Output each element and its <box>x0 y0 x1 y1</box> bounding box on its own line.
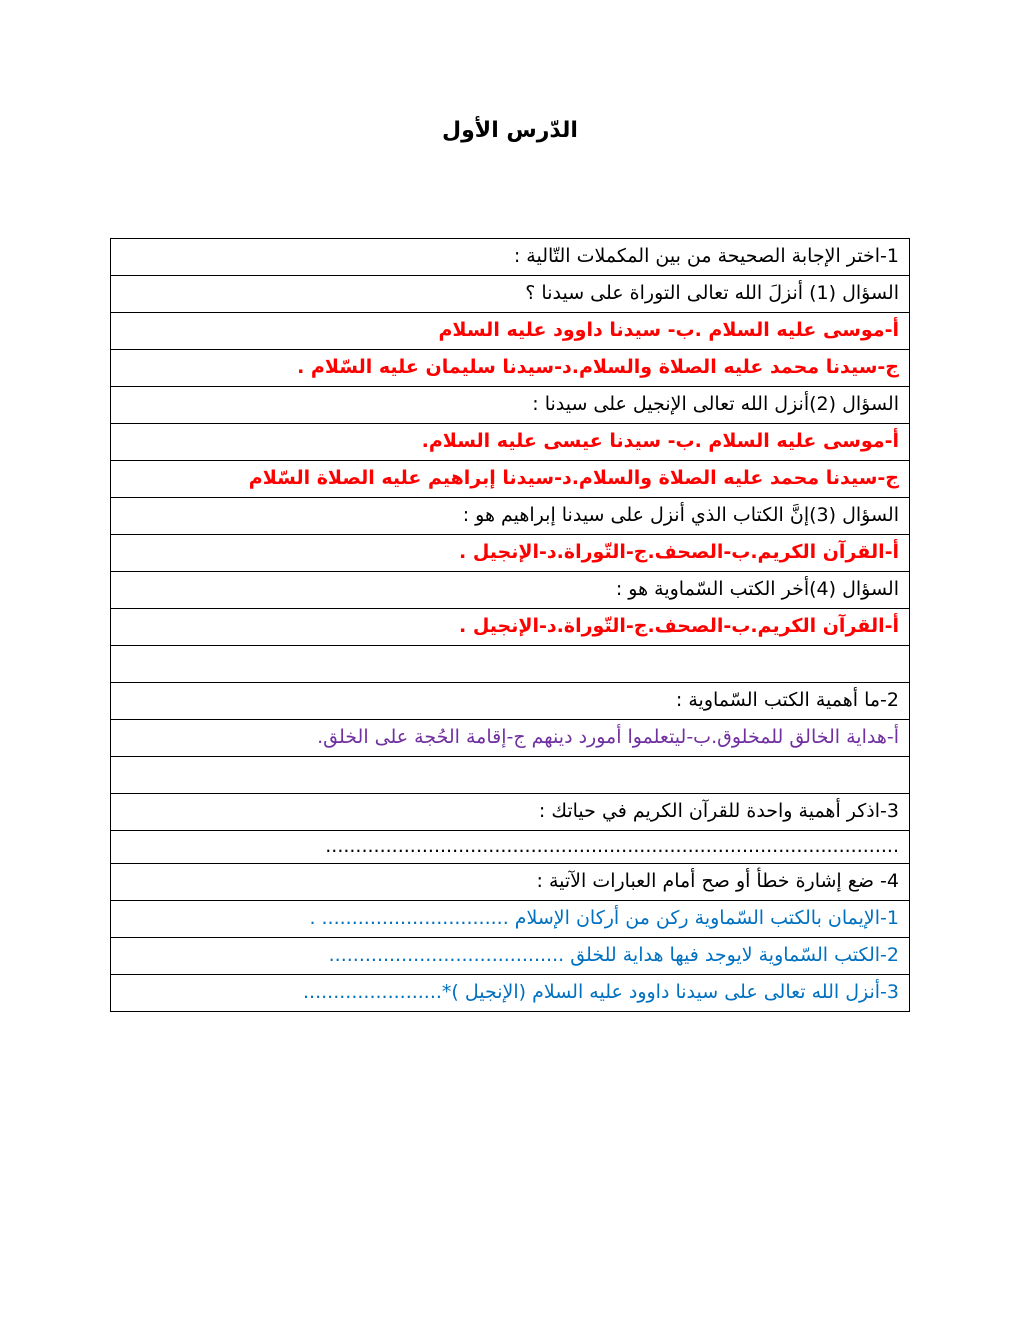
table-row <box>111 864 910 901</box>
statement-item: 1-الإيمان بالكتب السّماوية ركن من أركان الإسلام ............................... . <box>111 901 910 938</box>
question-text: السؤال (3)إنَّ الكتاب الذي أنزل على سيدنا إبراهيم هو : <box>111 498 910 535</box>
table-row <box>111 461 910 498</box>
blank-cell <box>111 757 910 794</box>
table-row <box>111 498 910 535</box>
answer-options: أ-موسى عليه السلام .ب- سيدنا داوود عليه السلام <box>111 313 910 350</box>
question-text: السؤال (1) أنزلَ الله تعالى التوراة على سيدنا ؟ <box>111 276 910 313</box>
section-heading: 4- ضع إشارة خطأ أو صح أمام العبارات الآتية : <box>111 864 910 901</box>
table-row <box>111 975 910 1012</box>
statement-item: 2-الكتب السّماوية لايوجد فيها هداية للخلق ....................................... <box>111 938 910 975</box>
table-row <box>111 387 910 424</box>
answer-blank-line: ............................................................................................... <box>111 831 910 864</box>
table-row <box>111 424 910 461</box>
answer-options: أ-القرآن الكريم.ب-الصحف.ج-التّوراة.د-الإنجيل . <box>111 609 910 646</box>
page-title: الدّرس الأول <box>442 118 578 143</box>
table-row <box>111 609 910 646</box>
section-heading: 2-ما أهمية الكتب السّماوية : <box>111 683 910 720</box>
answer-options: أ-القرآن الكريم.ب-الصحف.ج-التّوراة.د-الإنجيل . <box>111 535 910 572</box>
section-heading: 3-اذكر أهمية واحدة للقرآن الكريم في حياتك : <box>111 794 910 831</box>
question-text: السؤال (4)أخر الكتب السّماوية هو : <box>111 572 910 609</box>
table-row <box>111 938 910 975</box>
table-row <box>111 794 910 831</box>
table-row <box>111 831 910 864</box>
worksheet-table <box>110 238 910 1012</box>
answer-options: ج-سيدنا محمد عليه الصلاة والسلام.د-سيدنا سليمان عليه السّلام . <box>111 350 910 387</box>
table-row <box>111 901 910 938</box>
table-row <box>111 646 910 683</box>
table-row <box>111 572 910 609</box>
table-row <box>111 313 910 350</box>
table-row <box>111 720 910 757</box>
statement-item: 3-أنزل الله تعالى على سيدنا داوود عليه السلام (الإنجيل )*....................... <box>111 975 910 1012</box>
table-row <box>111 683 910 720</box>
table-row <box>111 239 910 276</box>
answer-text: أ-هداية الخالق للمخلوق.ب-ليتعلموا أمورد دينهم ج-إقامة الحُجة على الخلق. <box>111 720 910 757</box>
table-row <box>111 757 910 794</box>
table-row <box>111 350 910 387</box>
table-row <box>111 535 910 572</box>
question-text: السؤال (2)أنزل الله تعالى الإنجيل على سيدنا : <box>111 387 910 424</box>
section-heading: 1-اختر الإجابة الصحيحة من بين المكملات التّالية : <box>111 239 910 276</box>
blank-cell <box>111 646 910 683</box>
answer-options: ج-سيدنا محمد عليه الصلاة والسلام.د-سيدنا إبراهيم عليه الصلاة السّلام <box>111 461 910 498</box>
table-row <box>111 276 910 313</box>
answer-options: أ-موسى عليه السلام .ب- سيدنا عيسى عليه السلام. <box>111 424 910 461</box>
